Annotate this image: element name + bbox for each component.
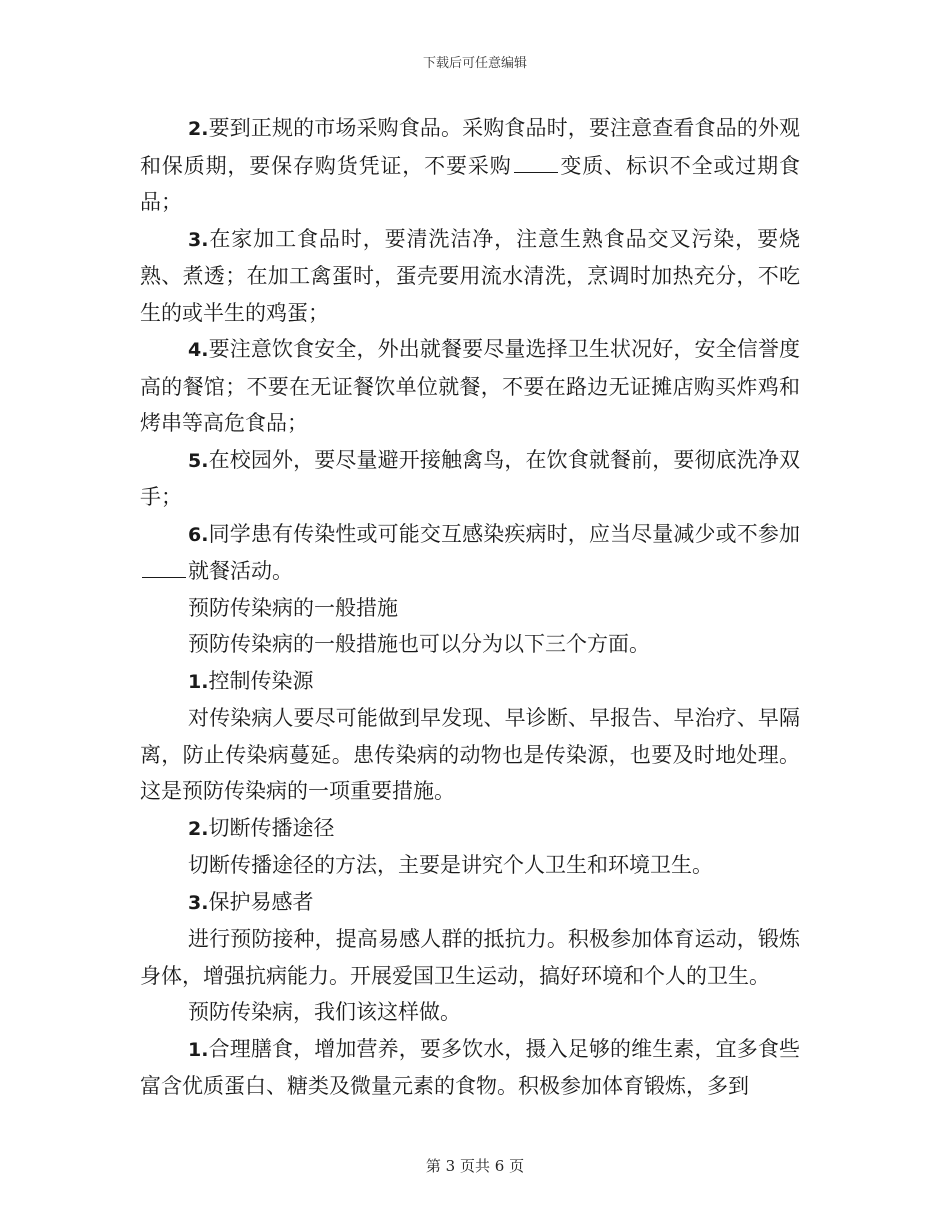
paragraph-text: 预防传染病，我们该这样做。 (188, 1000, 461, 1024)
item-number: 2. (188, 118, 209, 140)
paragraph-text: 切断传播途径的方法，主要是讲究个人卫生和环境卫生。 (188, 853, 713, 877)
paragraph-food-processing (140, 221, 800, 332)
item-number: 2. (188, 817, 209, 840)
page-header: 下载后可任意编辑 (422, 56, 527, 71)
item-number: 1. (188, 670, 209, 693)
fill-blank (514, 154, 558, 173)
paragraph-text: 在校园外，要尽量避开接触禽鸟，在饮食就餐前，要彻底洗净双手； (140, 447, 800, 509)
paragraph-protect-susceptible (140, 921, 800, 994)
paragraph-text: 预防传染病的一般措施也可以分为以下三个方面。 (188, 632, 650, 656)
item-number: 4. (188, 339, 209, 361)
paragraph-text: 要注意饮食安全，外出就餐要尽量选择卫生状况好，安全信誉度高的餐馆；不要在无证餐饮单位就餐，不要在路边无证摊店购买炸鸡和烤串等高危食品； (140, 337, 800, 435)
fill-blank (142, 559, 186, 578)
paragraph-text: 同学患有传染性或可能交互感染疾病时，应当尽量减少或不参加 (208, 521, 800, 546)
paragraph-text: 合理膳食，增加营养，要多饮水，摄入足够的维生素，宜多食些富含优质蛋白、糖类及微量元素的食物。积极参加体育锻炼，多到 (140, 1036, 800, 1098)
paragraph-text: 预防传染病的一般措施 (188, 595, 398, 620)
item-number: 3. (188, 891, 209, 914)
document-body (140, 110, 800, 1105)
subheading-cut-route (140, 810, 800, 848)
paragraph-infectious-classmates (140, 516, 800, 590)
paragraph-text: 对传染病人要尽可能做到早发现、早诊断、早报告、早治疗、早隔离，防止传染病蔓延。患传染病的动物也是传染源，也要及时地处理。这是预防传染病的一项重要措施。 (140, 706, 800, 803)
item-number: 1. (188, 1038, 209, 1061)
item-number: 6. (188, 523, 209, 546)
paragraph-cut-route (140, 847, 800, 884)
subheading-protect-susceptible (140, 884, 800, 922)
paragraph-text: 在家加工食品时，要清洗洁净，注意生熟食品交叉污染，要烧熟、煮透；在加工禽蛋时，蛋壳要用流水清洗，烹调时加热充分，不吃生的或半生的鸡蛋； (140, 226, 800, 325)
paragraph-text: 保护易感者 (208, 889, 314, 914)
paragraph-diet-nutrition (140, 1031, 800, 1105)
section-heading-general-measures (140, 590, 800, 627)
item-number: 3. (188, 228, 209, 251)
paragraph-text: 进行预防接种，提高易感人群的抵抗力。积极参加体育运动，锻炼身体，增强抗病能力。开展爱国卫生运动，搞好环境和个人的卫生。 (140, 927, 800, 988)
paragraph-text: 变质、标识不全或过期食品； (140, 153, 801, 214)
paragraph-text: 要到正规的市场采购食品。采购食品时，要注意查看食品的外观和保质期，要保存购货凭证，不要采购 (140, 116, 800, 178)
paragraph-avoid-birds (140, 442, 800, 516)
subheading-control-source (140, 663, 800, 701)
item-number: 5. (188, 449, 209, 472)
paragraph-food-purchase (140, 110, 800, 221)
page-footer: 第 3 页共 6 页 (425, 1157, 525, 1175)
paragraph-control-source (140, 700, 800, 810)
paragraph-text: 控制传染源 (208, 668, 314, 693)
paragraph-intro-three-aspects (140, 626, 800, 663)
paragraph-what-we-do (140, 994, 800, 1031)
paragraph-text: 切断传播途径 (208, 815, 335, 840)
paragraph-text: 就餐活动。 (188, 559, 293, 583)
paragraph-dining-safety (140, 331, 800, 442)
